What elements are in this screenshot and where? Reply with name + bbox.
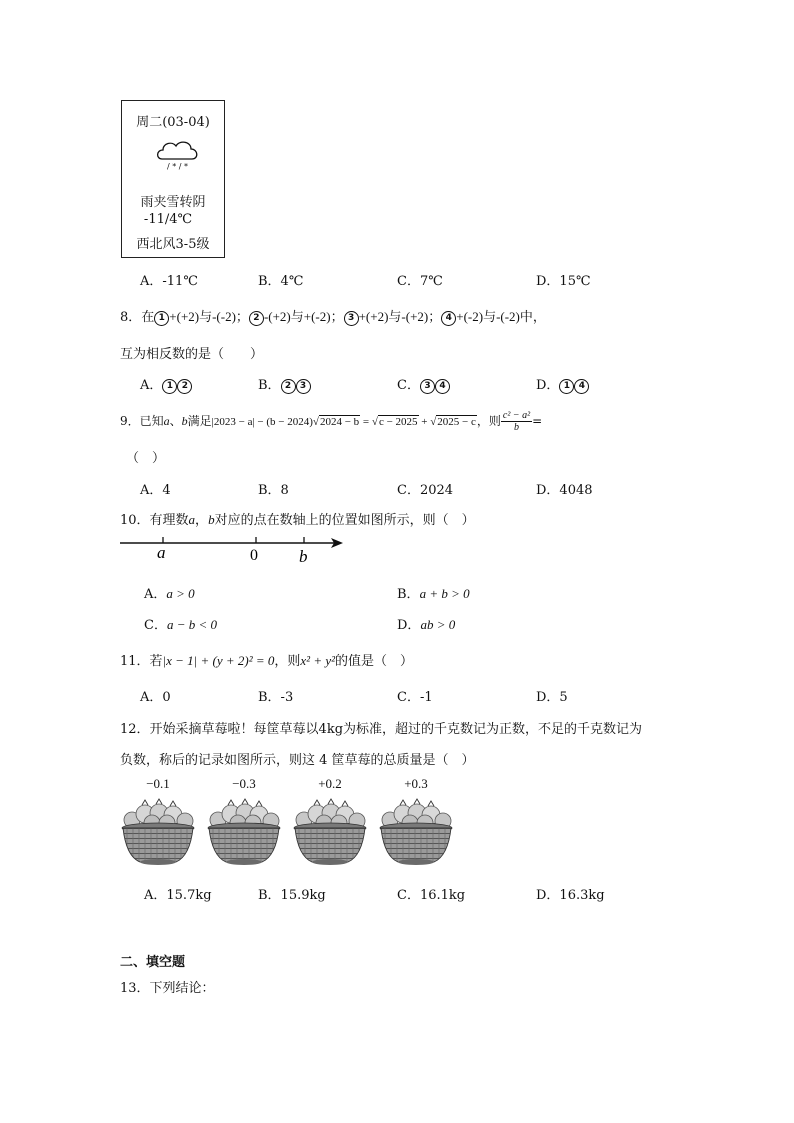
basket-image-3 bbox=[294, 799, 366, 865]
circled-number-icon: 4 bbox=[441, 311, 456, 326]
q11-stem: 11．若|x − 1| + (y + 2)² = 0，则x² + y²的值是（ ） bbox=[120, 653, 414, 669]
q7-option-b[interactable]: B．4℃ bbox=[258, 274, 304, 289]
q11-equation: |x − 1| + (y + 2)² = 0 bbox=[162, 653, 275, 668]
strawberry-baskets-image bbox=[118, 796, 468, 870]
q13-stem: 13．下列结论： bbox=[120, 981, 215, 996]
circled-number-icon: 2 bbox=[281, 379, 296, 394]
circled-number-icon: 4 bbox=[435, 379, 450, 394]
weather-wind: 西北风3-5级 bbox=[136, 237, 210, 252]
q8-option-d[interactable]: D． 1 4 bbox=[536, 374, 589, 394]
q9-stem: 9．已知a、b满足|2023 − a| − (b − 2024)√2024 − b = √c − 2025 + √2025 − c，则 $\frac{\text{c² − a²}}{b}$ = bbox=[120, 410, 543, 433]
q8-stem: 8．在 1 +(+2)与-(-2)； 2 -(+2)与+(-2)； 3 +(+2)与-(+2)； 4 +(-2)与-(-2)中， bbox=[120, 309, 546, 325]
q9-option-a[interactable]: A．4 bbox=[140, 483, 171, 498]
circled-number-icon: 2 bbox=[177, 379, 192, 394]
number-line-label-zero: 0 bbox=[250, 547, 258, 564]
q7-option-d[interactable]: D．15℃ bbox=[536, 274, 591, 289]
q9-equation-left: |2023 − a| − (b − 2024) bbox=[211, 416, 313, 428]
q10-stem: 10．有理数a，b对应的点在数轴上的位置如图所示，则（ ） bbox=[120, 512, 475, 528]
q12-option-d[interactable]: D．16.3kg bbox=[536, 888, 605, 903]
circled-number-icon: 1 bbox=[559, 379, 574, 394]
circled-number-icon: 3 bbox=[420, 379, 435, 394]
sleet-cloud-icon bbox=[154, 137, 202, 171]
q8-option-c[interactable]: C． 3 4 bbox=[397, 374, 450, 394]
weather-temp: -11/4℃ bbox=[143, 212, 193, 227]
circled-number-icon: 4 bbox=[574, 379, 589, 394]
basket-image-2 bbox=[208, 799, 280, 865]
q9-sqrt-1: 2024 − b bbox=[319, 416, 360, 428]
number-line-label-a: a bbox=[157, 543, 166, 562]
q8-option-b[interactable]: B． 2 3 bbox=[258, 374, 311, 394]
q11-option-d[interactable]: D．5 bbox=[536, 690, 568, 705]
q11-option-b[interactable]: B．-3 bbox=[258, 690, 294, 705]
q9-fraction: $\frac{\text{c² − a²}}{b}$ bbox=[502, 410, 531, 433]
q11-expression: x² + y² bbox=[300, 653, 336, 668]
q8-number: 8．在 bbox=[120, 310, 155, 325]
q9-option-d[interactable]: D．4048 bbox=[536, 483, 593, 498]
q9-sqrt-2: c − 2025 bbox=[378, 416, 418, 428]
basket-label-4: +0.3 bbox=[404, 776, 428, 791]
circled-number-icon: 1 bbox=[154, 311, 169, 326]
q7-option-a[interactable]: A．-11℃ bbox=[140, 274, 198, 289]
q8-pair-3: +(+2)与-(+2) bbox=[358, 309, 429, 324]
q10-option-a[interactable]: A．a > 0 bbox=[144, 586, 195, 602]
q12-option-a[interactable]: A．15.7kg bbox=[144, 888, 212, 903]
q12-stem-line1: 12．开始采摘草莓啦！每筐草莓以4kg为标准，超过的千克数记为正数，不足的千克数记为 bbox=[120, 722, 643, 737]
q10-option-c[interactable]: C．a − b < 0 bbox=[144, 617, 217, 633]
basket-label-2: −0.3 bbox=[232, 776, 256, 791]
basket-image-4 bbox=[380, 799, 452, 865]
q8-stem-line2: 互为相反数的是（ ） bbox=[120, 347, 264, 362]
basket-image-1 bbox=[122, 799, 194, 865]
q8-pair-2: -(+2)与+(-2) bbox=[263, 309, 331, 324]
circled-number-icon: 2 bbox=[249, 311, 264, 326]
q8-pair-1: +(+2)与-(-2) bbox=[169, 309, 236, 324]
q12-option-b[interactable]: B．15.9kg bbox=[258, 888, 326, 903]
basket-row bbox=[118, 776, 468, 872]
number-line-label-b: b bbox=[299, 547, 308, 566]
q8-option-a[interactable]: A． 1 2 bbox=[140, 374, 192, 394]
q11-option-c[interactable]: C．-1 bbox=[397, 690, 433, 705]
circled-number-icon: 3 bbox=[344, 311, 359, 326]
basket-label-3: +0.2 bbox=[318, 776, 342, 791]
q8-pair-4: +(-2)与-(-2) bbox=[456, 309, 520, 324]
circled-number-icon: 3 bbox=[296, 379, 311, 394]
section-title: 二、填空题 bbox=[120, 955, 186, 970]
q10-option-d[interactable]: D．ab > 0 bbox=[397, 617, 456, 633]
q9-option-c[interactable]: C．2024 bbox=[397, 483, 454, 498]
circled-number-icon: 1 bbox=[162, 379, 177, 394]
q9-option-b[interactable]: B．8 bbox=[258, 483, 289, 498]
weather-date: 周二(03-04) bbox=[136, 115, 210, 130]
q12-stem-line2: 负数，称后的记录如图所示，则这 4 筐草莓的总质量是（ ） bbox=[120, 753, 475, 768]
q12-option-c[interactable]: C．16.1kg bbox=[397, 888, 466, 903]
svg-text:/ * / *: / * / * bbox=[167, 162, 189, 171]
q7-option-c[interactable]: C．7℃ bbox=[397, 274, 443, 289]
number-line bbox=[118, 532, 348, 568]
q11-option-a[interactable]: A．0 bbox=[140, 690, 171, 705]
q9-answer-paren: （ ） bbox=[126, 451, 166, 466]
weather-desc: 雨夹雪转阴 bbox=[140, 195, 206, 210]
q10-option-b[interactable]: B．a + b > 0 bbox=[397, 586, 470, 602]
weather-card bbox=[121, 100, 225, 258]
basket-label-1: −0.1 bbox=[146, 776, 170, 791]
q9-sqrt-3: 2025 − c bbox=[437, 416, 476, 428]
